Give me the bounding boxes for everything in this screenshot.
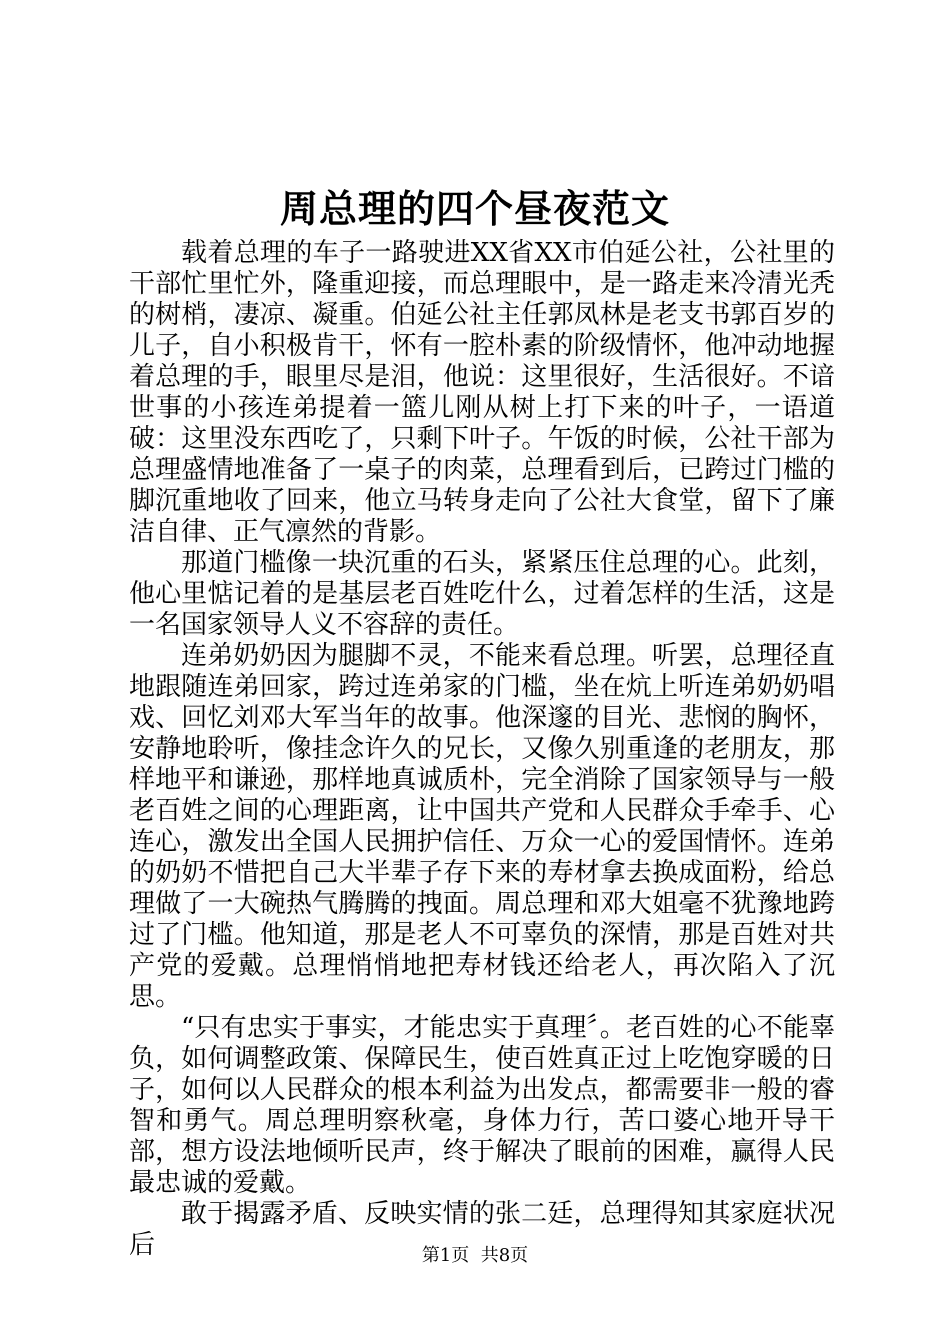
paragraph-3: 连弟奶奶因为腿脚不灵，不能来看总理。听罢，总理径直地跟随连弟回家，跨过连弟家的门槛，坐在炕上听连弟奶奶唱戏、回忆刘邓大军当年的故事。他深邃的目光、悲悯的胸怀，安静地聆听，像挂念许久的兄长，又像久别重逢的老朋友，那样地平和谦逊，那样地真诚质朴，完全消除了国家领导与一般老百姓之间的心理距离，让中国共产党和人民群众手牵手、心连心，激发出全国人民拥护信任、万众一心的爱国情怀。连弟的奶奶不惜把自己大半辈子存下来的寿材拿去换成面粉，给总理做了一大碗热气腾腾的拽面。周总理和邓大姐毫不犹豫地跨过了门槛。他知道，那是老人不可辜负的深情，那是百姓对共产党的爱戴。总理悄悄地把寿材钱还给老人，再次陷入了沉思。	[129, 641, 835, 1012]
paragraph-1: 载着总理的车子一路驶进XX省XX市伯延公社，公社里的干部忙里忙外，隆重迎接，而总理眼中，是一路走来冷清光秃的树梢，凄凉、凝重。伯延公社主任郭凤林是老支书郭百岁的儿子，自小积极肯干，怀有一腔朴素的阶级情怀，他冲动地握着总理的手，眼里尽是泪，他说：这里很好，生活很好。不谙世事的小孩连弟提着一篮儿刚从树上打下来的叶子，一语道破：这里没东西吃了，只剩下叶子。午饭的时候，公社干部为总理盛情地准备了一桌子的肉菜，总理看到后，已跨过门槛的脚沉重地收了回来，他立马转身走向了公社大食堂，留下了廉洁自律、正气凛然的背影。	[129, 238, 835, 547]
paragraph-5: 敢于揭露矛盾、反映实情的张二廷，总理得知其家庭状况后	[129, 1199, 835, 1260]
page-number: 第1页	[421, 1245, 470, 1266]
paragraph-2: 那道门槛像一块沉重的石头，紧紧压住总理的心。此刻，他心里惦记着的是基层老百姓吃什么，过着怎样的生活，这是一名国家领导人义不容辞的责任。	[129, 548, 835, 640]
page-footer	[0, 1244, 950, 1268]
document-body	[129, 238, 835, 1261]
paragraph-4: “只有忠实于事实，才能忠实于真理〞。老百姓的心不能辜负，如何调整政策、保障民生，使百姓真正过上吃饱穿暖的日子，如何以人民群众的根本利益为出发点，都需要非一般的睿智和勇气。周总理明察秋毫，身体力行，苦口婆心地开导干部，想方设法地倾听民声，终于解决了眼前的困难，赢得人民最忠诚的爱戴。	[129, 1013, 835, 1198]
document-title: 周总理的四个昼夜范文	[279, 186, 670, 231]
page-total: 共8页	[480, 1245, 529, 1266]
